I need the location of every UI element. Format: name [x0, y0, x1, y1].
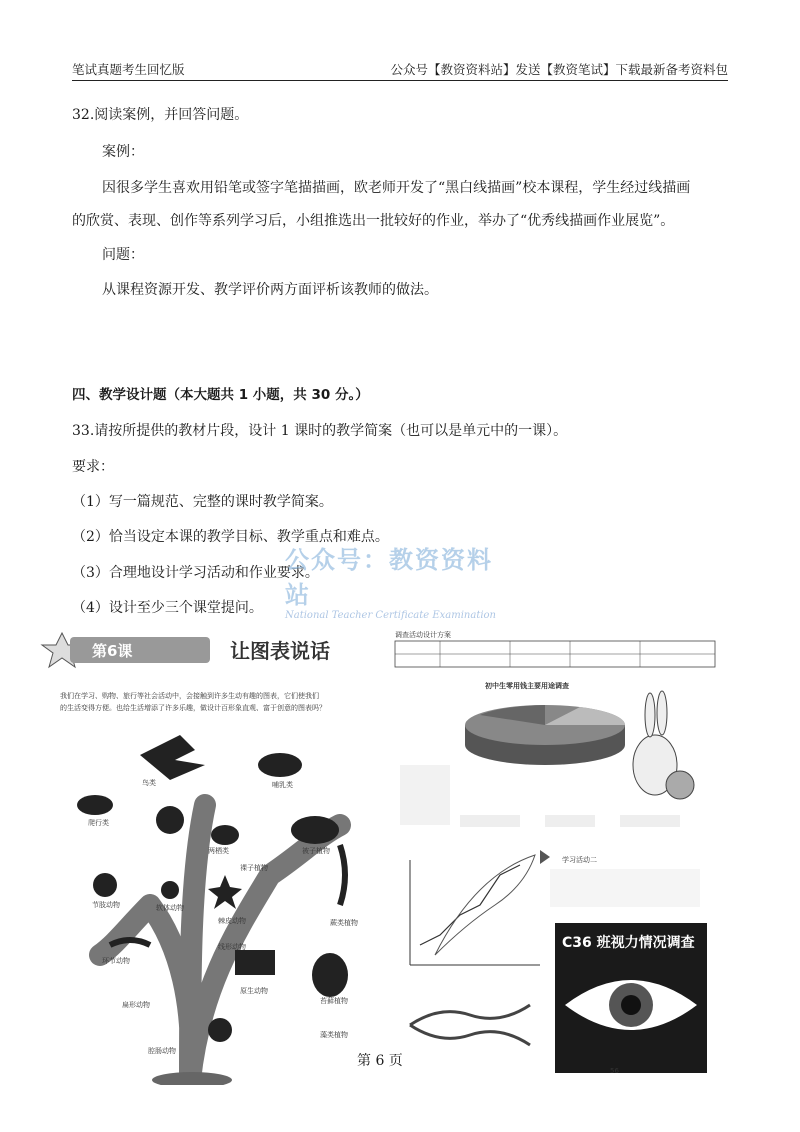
lesson-badge: 第6课 [92, 642, 133, 660]
q32-question-label: 问题： [102, 247, 144, 263]
textbook-right-page [395, 630, 715, 1075]
worm-icon [110, 940, 150, 945]
moss-icon [235, 950, 275, 975]
learn-activity-label: 学习活动二 [562, 856, 597, 864]
note-block [400, 765, 450, 825]
header-right: 公众号【教资资料站】发送【教资笔试】下载最新备考资料包 [390, 62, 728, 77]
spider-icon [93, 873, 117, 897]
label-reptiles: 爬行类 [88, 819, 109, 827]
label-mammals: 哺乳类 [272, 781, 293, 789]
watermark-main: 公众号：教资资料站 [285, 546, 493, 609]
vision-survey-title: C36 班视力情况调查 [562, 935, 695, 951]
fish-icon [156, 806, 184, 834]
textbook-image [40, 625, 760, 1085]
left-intro-1: 我们在学习、购物、旅行等社会活动中，会接触到许多生动有趣的图表，它们使我们 [60, 692, 319, 700]
label-algae: 藻类植物 [320, 1031, 348, 1039]
lesson-title: 让图表说话 [230, 639, 330, 663]
small-page-num: 56 [610, 1067, 619, 1075]
frog-icon [211, 825, 239, 845]
q32-title: 32.阅读案例，并回答问题。 [72, 107, 249, 123]
q33-req-4: （4）设计至少三个课堂提问。 [72, 600, 263, 616]
fern-icon [340, 845, 345, 905]
label-mosses: 苔藓植物 [320, 997, 348, 1005]
snail-icon [161, 881, 179, 899]
pie-title: 初中生零用钱主要用途调查 [485, 682, 569, 690]
tree-base [152, 1072, 232, 1085]
q32-case-line1: 因很多学生喜欢用铅笔或签字笔描描画，欧老师开发了“黑白线描画”校本课程，学生经过线描画 [102, 180, 691, 196]
label-echinoderms: 棘皮动物 [218, 917, 246, 925]
page-number: 第 6 页 [355, 1050, 405, 1070]
q32-case-label: 案例： [102, 144, 144, 160]
algae-icon [312, 953, 348, 997]
page-header [72, 56, 728, 81]
q33-req-1: （1）写一篇规范、完整的课时教学简案。 [72, 494, 333, 510]
q33-req-2: （2）恰当设定本课的教学目标、教学重点和难点。 [72, 529, 389, 545]
q33-req-3: （3）合理地设计学习活动和作业要求。 [72, 565, 319, 581]
label-coelenterates: 腔肠动物 [148, 1047, 176, 1055]
label-mollusks: 软体动物 [156, 904, 184, 912]
q32-case-line2: 的欣赏、表现、创作等系列学习后，小组推选出一批较好的作业，举办了“优秀线描画作业展览”。 [72, 213, 675, 229]
label-protozoa: 原生动物 [240, 987, 268, 995]
arrow-icon [540, 850, 550, 864]
q32-question: 从课程资源开发、教学评价两方面评析该教师的做法。 [102, 282, 438, 298]
textbook-left-page [42, 633, 358, 1085]
learn-activity-text-box [550, 869, 700, 907]
label-ferns: 蕨类植物 [330, 919, 358, 927]
label-nematodes: 线形动物 [218, 943, 246, 951]
survey-title: 调查活动设计方案 [395, 631, 451, 639]
q33-req-label: 要求： [72, 459, 114, 475]
label-flatworms: 扁形动物 [122, 1001, 150, 1009]
q33-title: 33.请按所提供的教材片段，设计 1 课时的教学简案（也可以是单元中的一课）。 [72, 423, 568, 439]
jellyfish-icon [208, 1018, 232, 1042]
header-left: 笔试真题考生回忆版 [72, 62, 185, 77]
label-angiosperms: 被子植物 [302, 847, 330, 855]
label-gymnosperms: 裸子植物 [240, 864, 268, 872]
rabbit-icon [258, 753, 302, 777]
bird-icon [140, 735, 205, 780]
section4-heading: 四、教学设计题（本大题共 1 小题，共 30 分。） [72, 387, 369, 403]
watermark-sub: National Teacher Certificate Examination [285, 610, 496, 621]
plant-icon [291, 816, 339, 844]
label-amphibians: 两栖类 [208, 847, 229, 855]
label-annelids: 环节动物 [102, 957, 130, 965]
label-arthropods: 节肢动物 [92, 901, 120, 909]
starfish-icon [208, 875, 242, 909]
lesson-badge-box [70, 637, 210, 663]
label-birds: 鸟类 [142, 779, 156, 787]
bird-drawing [435, 855, 535, 955]
turtle-icon [77, 795, 113, 815]
line-chart-series [420, 865, 520, 945]
watermark [285, 540, 517, 621]
branch-diagram [410, 1005, 530, 1045]
left-intro-2: 的生活变得方便。也给生活增添了许多乐趣，做设计百形象直观、富于创意的图表吗？ [60, 704, 326, 712]
